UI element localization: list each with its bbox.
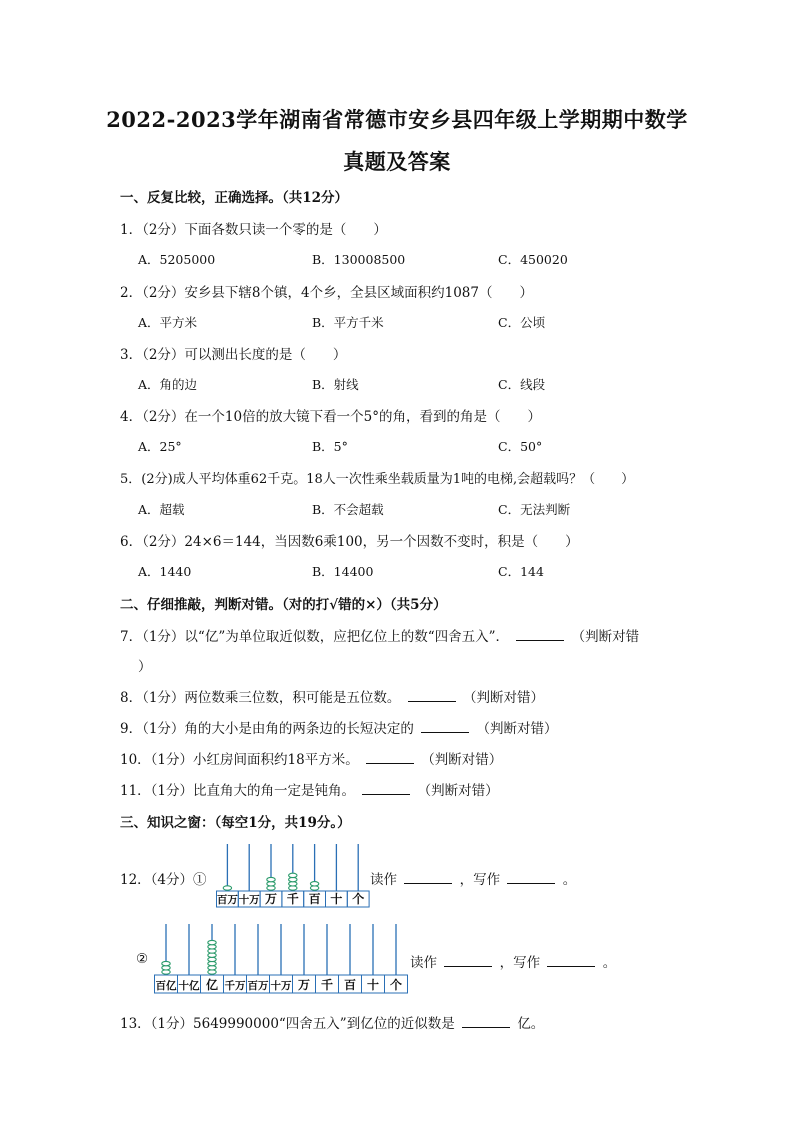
- abacus2-read-blank[interactable]: [444, 954, 492, 967]
- abacus2-place-label: 十万: [270, 980, 292, 992]
- abacus2-place-label: 千: [320, 978, 334, 992]
- q10-judge-suffix: （判断对错）: [421, 752, 503, 768]
- abacus1-place-label: 十: [330, 892, 343, 906]
- section2-heading: 二、仔细推敲，判断对错。（对的打√错的×）（共5分）: [120, 597, 447, 613]
- q3-option-a: A．角的边: [138, 377, 198, 392]
- q6-option-b: B．14400: [312, 564, 374, 579]
- q3-option-c: C．线段: [498, 377, 546, 392]
- question-1: 1．（2分）下面各数只读一个零的是（ ）: [120, 222, 387, 238]
- q9-answer-blank[interactable]: [421, 720, 469, 733]
- q11-judge-suffix: （判断对错）: [417, 783, 499, 799]
- abacus2-write-label: ，写作: [499, 955, 541, 971]
- q7-continuation: ）: [138, 659, 152, 675]
- question-4: 4．（2分）在一个10倍的放大镜下看一个5°的角，看到的角是（ ）: [120, 409, 541, 425]
- q2-option-a: A．平方米: [138, 315, 198, 330]
- abacus1-read-blank[interactable]: [404, 871, 452, 884]
- question-9: [120, 717, 558, 737]
- question-10: [120, 748, 502, 768]
- q4-option-a: A．25°: [138, 439, 182, 454]
- abacus1-place-label: 百: [308, 892, 321, 906]
- q1-option-a: A．5205000: [138, 252, 216, 267]
- abacus2-bead: [162, 961, 170, 965]
- section1-heading: 一、反复比较，正确选择。（共12分）: [120, 190, 349, 206]
- abacus1-read-label: 读作: [370, 872, 397, 888]
- section3-heading: 三、知识之窗：（每空1分，共19分。）: [120, 815, 351, 831]
- abacus1-place-label: 万: [264, 892, 278, 906]
- document-title-line1: 2022-2023学年湖南省常德市安乡县四年级上学期期中数学: [106, 107, 688, 132]
- abacus1-period: 。: [562, 872, 577, 888]
- question-13: [120, 1012, 544, 1032]
- abacus-diagram-2: [154, 922, 410, 994]
- q10-text: 10．（1分）小红房间面积约18平方米。: [120, 752, 359, 768]
- q13-text: 13．（1分）5649990000“四舍五入”到亿位的近似数是: [120, 1016, 455, 1032]
- abacus1-place-label: 千: [286, 892, 299, 906]
- q8-judge-suffix: （判断对错）: [463, 690, 545, 706]
- abacus1-bead: [267, 877, 275, 881]
- question-6: 6．（2分）24×6＝144，当因数6乘100，另一个因数不变时，积是（ ）: [120, 534, 579, 550]
- q11-text: 11．（1分）比直角大的角一定是钝角。: [120, 783, 356, 799]
- question-2: 2．（2分）安乡县下辖8个镇，4个乡，全县区域面积约1087（ ）: [120, 285, 533, 301]
- question-8: [120, 686, 544, 706]
- abacus1-place-label: 十万: [238, 894, 260, 906]
- abacus1-place-label: 百万: [216, 894, 238, 906]
- abacus-diagram-1: [216, 842, 370, 908]
- abacus2-place-label: 亿: [205, 978, 219, 992]
- q7-text: 7．（1分）以“亿”为单位取近似数，应把亿位上的数“四舍五入”．: [120, 629, 510, 645]
- abacus1-bead: [310, 882, 318, 886]
- abacus2-place-label: 千万: [224, 980, 246, 992]
- abacus2-place-label: 万: [297, 978, 311, 992]
- abacus2-write-blank[interactable]: [547, 954, 595, 967]
- q11-answer-blank[interactable]: [362, 782, 410, 795]
- abacus1-bead: [289, 873, 297, 877]
- question-7: [120, 625, 639, 645]
- q10-answer-blank[interactable]: [366, 751, 414, 764]
- q7-judge-suffix: （判断对错: [571, 629, 640, 645]
- document-title-line2: 真题及答案: [343, 149, 451, 174]
- abacus2-place-label: 百万: [247, 980, 269, 992]
- q5-option-b: B．不会超载: [312, 502, 384, 517]
- q13-answer-blank[interactable]: [462, 1015, 510, 1028]
- q2-option-c: C．公顷: [498, 315, 546, 330]
- abacus2-place-label: 个: [389, 978, 403, 992]
- question-11: [120, 779, 499, 799]
- abacus1-place-label: 个: [352, 892, 365, 906]
- q9-text: 9．（1分）角的大小是由角的两条边的长短决定的: [120, 721, 414, 737]
- question-5: 5．(2分)成人平均体重62千克。18人一次性乘坐载质量为1吨的电梯,会超载吗？（ ）: [120, 472, 635, 487]
- abacus2-read-label: 读作: [410, 955, 437, 971]
- abacus2-answer-line: [410, 951, 616, 971]
- question-3: 3．（2分）可以测出长度的是（ ）: [120, 347, 347, 363]
- abacus2-place-label: 百: [343, 978, 357, 992]
- q13-suffix: 亿。: [517, 1016, 545, 1032]
- abacus1-answer-line: [370, 868, 576, 888]
- q1-option-c: C．450020: [498, 252, 568, 267]
- q9-judge-suffix: （判断对错）: [476, 721, 558, 737]
- q1-option-b: B．130008500: [312, 252, 406, 267]
- abacus1-bead: [223, 886, 231, 890]
- q6-option-a: A．1440: [138, 564, 192, 579]
- abacus2-marker: ②: [136, 951, 149, 967]
- q12-prefix: 12．（4分）①: [120, 872, 207, 888]
- q5-option-c: C．无法判断: [498, 502, 571, 517]
- q7-answer-blank[interactable]: [516, 628, 564, 641]
- q4-option-b: B．5°: [312, 439, 348, 454]
- q4-option-c: C．50°: [498, 439, 543, 454]
- q6-option-c: C．144: [498, 564, 544, 579]
- q3-option-b: B．射线: [312, 377, 359, 392]
- q8-text: 8．（1分）两位数乘三位数，积可能是五位数。: [120, 690, 401, 706]
- abacus1-write-label: ，写作: [459, 872, 501, 888]
- q5-option-a: A．超载: [138, 502, 185, 517]
- abacus2-place-label: 百亿: [155, 980, 177, 992]
- abacus2-place-label: 十: [366, 978, 380, 992]
- abacus1-write-blank[interactable]: [507, 871, 555, 884]
- abacus2-bead: [208, 940, 216, 944]
- q8-answer-blank[interactable]: [408, 689, 456, 702]
- abacus2-place-label: 十亿: [178, 980, 200, 992]
- abacus2-period: 。: [602, 955, 617, 971]
- q2-option-b: B．平方千米: [312, 315, 384, 330]
